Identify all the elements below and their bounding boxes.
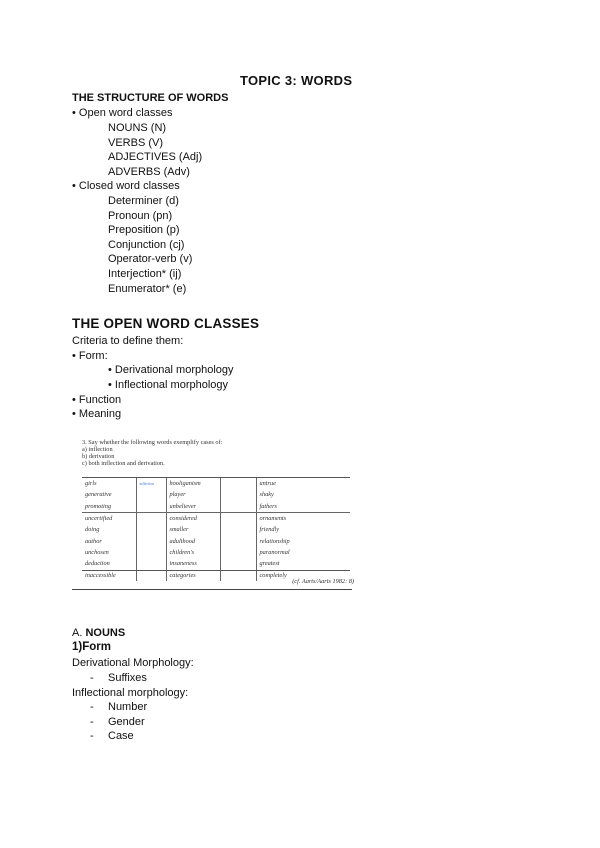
open-class-item: ADVERBS (Adv) xyxy=(108,165,190,178)
dash-bullet: - xyxy=(90,701,94,713)
word-cell: greatest xyxy=(259,560,280,568)
table-row xyxy=(82,535,350,546)
word-cell: deduction xyxy=(82,558,136,569)
word-cell: doing xyxy=(82,524,136,535)
derivational-label: Derivational Morphology: xyxy=(72,657,194,669)
word-cell: untrue xyxy=(259,480,276,488)
word-cell: unchosen xyxy=(82,547,136,558)
criterion-meaning: • Meaning xyxy=(72,408,122,420)
answer-cell xyxy=(136,501,166,513)
form-heading: 1)Form xyxy=(72,641,111,653)
criterion-form: • Form: xyxy=(72,350,108,362)
structure-heading: THE STRUCTURE OF WORDS xyxy=(72,92,229,104)
nouns-heading xyxy=(72,627,125,639)
answer-cell xyxy=(136,569,166,580)
open-classes-label: • Open word classes xyxy=(72,107,173,119)
dash-bullet: - xyxy=(90,672,94,684)
inflectional-label: Inflectional morphology: xyxy=(72,687,189,699)
closed-class-item: Interjection* (ij) xyxy=(108,267,182,280)
open-classes-heading: THE OPEN WORD CLASSES xyxy=(72,316,260,331)
table-row xyxy=(82,489,350,500)
closed-class-item: Conjunction (cj) xyxy=(108,238,185,251)
answer-cell xyxy=(220,558,256,569)
closed-class-item: Operator-verb (v) xyxy=(108,253,193,266)
closed-classes-label: • Closed word classes xyxy=(72,180,180,192)
open-class-item: VERBS (V) xyxy=(108,136,164,149)
word-cell: fathers xyxy=(256,501,350,513)
exercise-instruction: c) both inflection and derivation. xyxy=(82,460,165,467)
table-row xyxy=(82,524,350,535)
word-cell: considered xyxy=(166,512,220,524)
open-class-item: NOUNS (N) xyxy=(108,122,167,134)
answer-cell: inflection xyxy=(136,478,166,489)
word-cell: author xyxy=(82,535,136,546)
word-cell: adulthood xyxy=(166,535,220,546)
closed-class-item: Determiner (d) xyxy=(108,195,179,207)
table-row xyxy=(82,547,350,558)
word-cell: hooliganism xyxy=(166,478,220,489)
answer-cell xyxy=(136,489,166,500)
answer-cell xyxy=(136,547,166,558)
criteria-label: Criteria to define them: xyxy=(72,335,184,347)
word-cell: inaccessible xyxy=(82,569,136,580)
nouns-heading-prefix: A. xyxy=(72,627,86,639)
answer-cell xyxy=(220,524,256,535)
closed-class-item: Enumerator* (e) xyxy=(108,282,187,295)
exercise-table xyxy=(82,478,350,581)
word-cell: children's xyxy=(166,547,220,558)
form-sub-derivational: • Derivational morphology xyxy=(108,364,234,376)
word-cell: generative xyxy=(82,489,136,500)
word-cell: girls xyxy=(82,478,136,489)
inflectional-item: Case xyxy=(108,730,134,742)
word-cell: unbeliever xyxy=(166,501,220,513)
table-bottom-rule xyxy=(82,570,350,571)
answer-cell xyxy=(220,478,256,489)
answer-cell xyxy=(136,535,166,546)
exercise-instruction: 3. Say whether the following words exemplify cases of: xyxy=(82,439,223,446)
table-row xyxy=(82,501,350,513)
closed-class-list xyxy=(108,194,192,296)
answer-cell xyxy=(136,524,166,535)
derivational-item: Suffixes xyxy=(108,672,147,684)
answer-cell xyxy=(220,512,256,524)
word-cell: categories xyxy=(166,569,220,580)
page-title: TOPIC 3: WORDS xyxy=(240,73,353,88)
exercise-instruction: b) derivation xyxy=(82,453,115,460)
table-row xyxy=(82,478,350,489)
inflectional-item: Number xyxy=(108,701,148,713)
answer-cell xyxy=(136,558,166,569)
word-cell: insaneness xyxy=(166,558,220,569)
open-class-list xyxy=(108,121,202,179)
word-cell: relationship xyxy=(259,537,290,545)
figure-bottom-rule xyxy=(72,589,352,590)
word-cell: friendly xyxy=(259,526,280,534)
dash-bullet: - xyxy=(90,716,94,728)
answer-cell xyxy=(220,569,256,580)
word-cell: smaller xyxy=(166,524,220,535)
word-cell: uncertified xyxy=(82,512,136,524)
closed-class-item: Pronoun (pn) xyxy=(108,209,173,222)
answer-cell xyxy=(220,547,256,558)
word-cell: promoting xyxy=(82,501,136,513)
nouns-heading-main: NOUNS xyxy=(85,627,126,639)
exercise-citation: (cf. Aarts/Aarts 1982: 8) xyxy=(292,578,354,585)
word-cell: paranormal xyxy=(259,548,290,556)
word-cell: ornaments xyxy=(259,515,287,523)
answer-cell xyxy=(136,512,166,524)
word-cell: shaky xyxy=(259,491,274,499)
answer-cell xyxy=(220,501,256,513)
closed-class-item: Preposition (p) xyxy=(108,224,180,237)
answer-cell xyxy=(220,489,256,500)
word-cell: completely xyxy=(259,571,287,579)
answer-cell xyxy=(220,535,256,546)
criterion-function: • Function xyxy=(72,394,122,406)
table-row xyxy=(82,512,350,524)
word-cell: player xyxy=(166,489,220,500)
form-sub-inflectional: • Inflectional morphology xyxy=(108,379,229,391)
table-row xyxy=(82,558,350,569)
dash-bullet: - xyxy=(90,730,94,742)
exercise-instruction: a) inflection xyxy=(82,446,113,453)
open-class-item: ADJECTIVES (Adj) xyxy=(108,151,203,164)
exercise-figure xyxy=(78,437,368,609)
inflectional-item: Gender xyxy=(108,716,145,728)
